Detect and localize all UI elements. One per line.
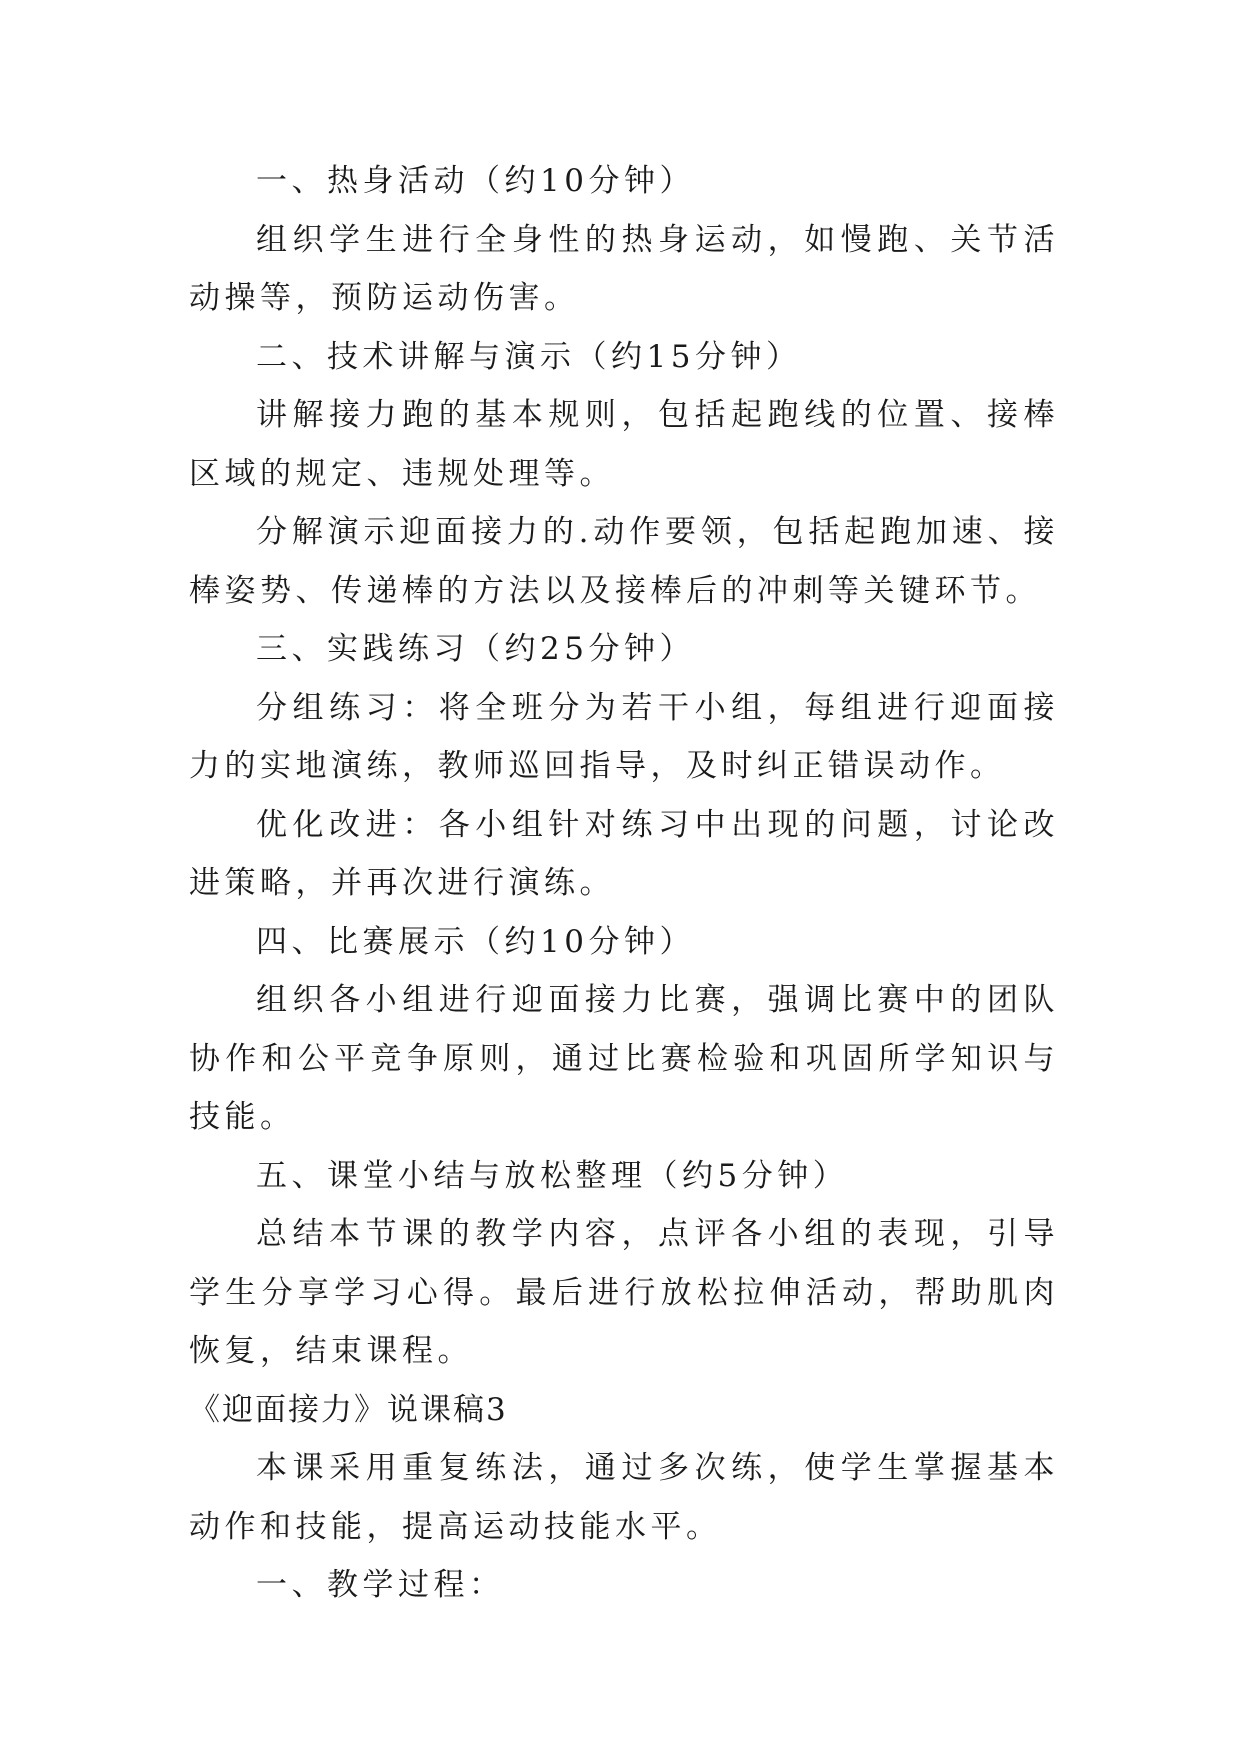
- section-heading-technique: 二、技术讲解与演示（约15分钟）: [256, 338, 802, 375]
- paragraph-summary: 总结本节课的教学内容，点评各小组的表现，引导学生分享学习心得。最后进行放松拉伸活动，帮助肌肉恢复，结束课程。: [189, 1216, 1059, 1369]
- paragraph-method: 本课采用重复练法，通过多次练，使学生掌握基本动作和技能，提高运动技能水平。: [189, 1450, 1059, 1545]
- section-heading-process: 一、教学过程：: [256, 1567, 505, 1603]
- paragraph-demo: 分解演示迎面接力的.动作要领，包括起跑加速、接棒姿势、传递棒的方法以及接棒后的冲刺等关键环节。: [189, 514, 1059, 609]
- document-title: 《迎面接力》说课稿3: [189, 1391, 508, 1428]
- paragraph-improvement: 优化改进：各小组针对练习中出现的问题，讨论改进策略，并再次进行演练。: [189, 806, 1059, 901]
- section-heading-competition: 四、比赛展示（约10分钟）: [256, 923, 695, 960]
- section-heading-summary: 五、课堂小结与放松整理（约5分钟）: [256, 1157, 849, 1194]
- section-heading-practice: 三、实践练习（约25分钟）: [256, 631, 695, 667]
- document-body: [189, 152, 1059, 1615]
- paragraph-competition: 组织各小组进行迎面接力比赛，强调比赛中的团队协作和公平竞争原则，通过比赛检验和巩固所学知识与技能。: [189, 982, 1059, 1135]
- section-heading-warmup: 一、热身活动（约10分钟）: [256, 163, 695, 199]
- paragraph-group-practice: 分组练习：将全班分为若干小组，每组进行迎面接力的实地演练，教师巡回指导，及时纠正错误动作。: [189, 689, 1059, 784]
- paragraph-warmup-desc: 组织学生进行全身性的热身运动，如慢跑、关节活动操等，预防运动伤害。: [189, 221, 1059, 316]
- paragraph-rules: 讲解接力跑的基本规则，包括起跑线的位置、接棒区域的规定、违规处理等。: [189, 397, 1059, 492]
